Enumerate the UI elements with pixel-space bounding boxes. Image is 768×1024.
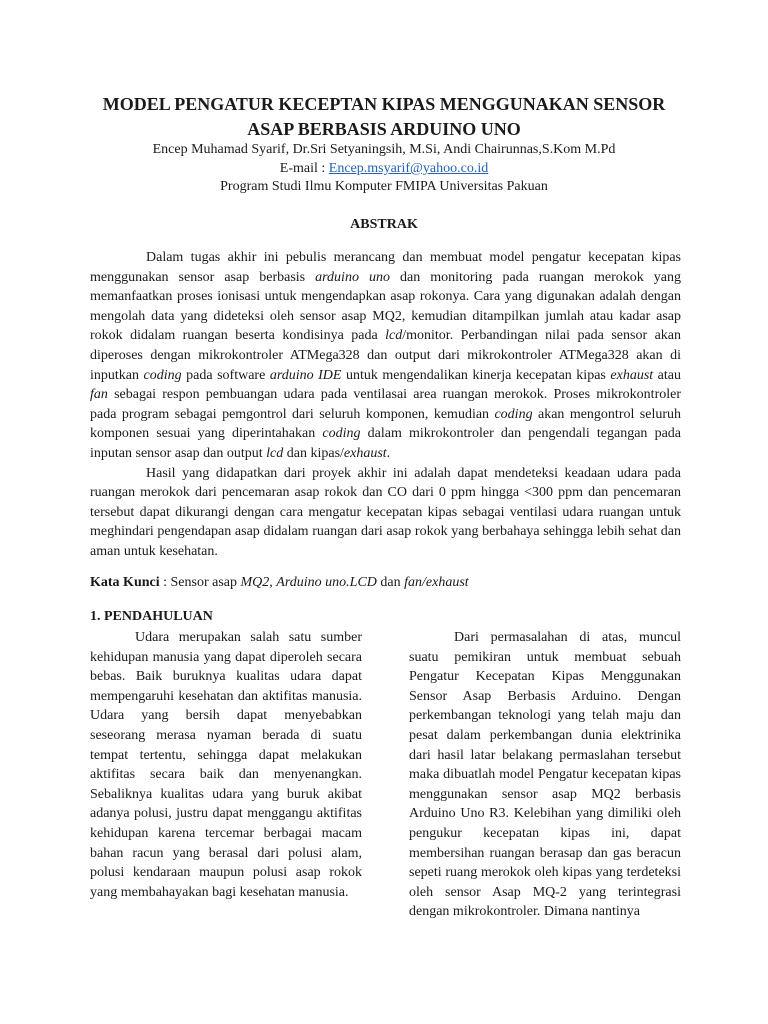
author-list: Encep Muhamad Syarif, Dr.Sri Setyaningsih, M.Si, Andi Chairunnas,S.Kom M.Pd: [152, 142, 616, 157]
affiliation: Program Studi Ilmu Komputer FMIPA Universitas Pakuan: [220, 179, 548, 194]
email-line: [60, 159, 708, 178]
title-line-2: ASAP BERBASIS ARDUINO UNO: [247, 119, 521, 139]
left-column-paragraph: Udara merupakan salah satu sumber kehidupan manusia yang dapat diperoleh secara bebas. Baik buruknya kualitas udara dapat mempengaruhi kesehatan dan aktifitas manusia. Udara yang bersih dapat menyebabkan seseorang merasa nyaman berada di suatu tempat tertentu, sehingga dapat melakukan aktifitas secara baik dan menyenangkan. Sebaliknya kualitas udara yang buruk akibat adanya polusi, justru dapat menggangu aktifitas kehidupan karena tercemar berbagai macam bahan racun yang berasal dari polusi alam, polusi kendaraan maupun polusi asap rokok yang membahayakan bagi kesehatan manusia.: [90, 630, 362, 900]
keyword-fan: fan/exhaust: [404, 575, 469, 590]
email-link[interactable]: Encep.msyarif@yahoo.co.id: [328, 161, 489, 176]
abstract-body: [90, 248, 681, 562]
column-left: [90, 628, 362, 902]
paper-title: [60, 92, 708, 142]
keyword-arduino: Arduino uno.LCD: [276, 575, 377, 590]
keyword-mq2: MQ2: [240, 575, 270, 590]
right-column-paragraph: Dari permasalahan di atas, muncul suatu pemikiran untuk membuat sebuah Pengatur Kecepatan Kipas Menggunakan Sensor Asap Berbasis Arduino. Dengan perkembangan teknologi yang telah maju dan pesat dalam perkembangan dunia elektrinika dari hasil latar belakang permaslahan tersebut maka dibuatlah model Pengatur kecepatan kipas menggunakan sensor asap MQ2 berbasis Arduino Uno R3. Kelebihan yang dimiliki oleh pengukur kecepatan kipas ini, dapat membersihan ruangan berasap dan gas beracun sepeti ruang merokok oleh kipas yang terdeteksi oleh sensor Asap MQ-2 yang terintegrasi dengan mikrokontroler. Dimana nantinya: [409, 630, 681, 920]
email-label: E-mail :: [279, 161, 329, 176]
keywords-label: Kata Kunci: [90, 575, 160, 590]
abstract-heading: ABSTRAK: [350, 217, 418, 232]
abstract-paragraph-1: Dalam tugas akhir ini pebulis merancang dan membuat model pengatur kecepatan kipas menggunakan sensor asap berbasis arduino uno dan monitoring pada ruangan merokok yang memanfaatkan proses ionisasi untuk mengendapkan asap rokonya. Cara yang digunakan adalah dengan mengolah data yang dideteksi oleh sensor asap MQ2, kemudian ditampilkan jumlah atau kadar asap rokok didalam ruangan beserta kondisinya pada lcd/monitor. Perbandingan nilai pada sensor akan diperoses dengan mikrokontroler ATMega328 dan output dari mikrokontroler ATMega328 akan di inputkan coding pada software arduino IDE untuk mengendalikan kinerja kecepatan kipas exhaust atau fan sebagai respon pembuangan udara pada ventilasai area ruangan merokok. Proses mikrokontroler pada program sebagai pemgontrol dari seluruh komponen, kemudian coding akan mengontrol seluruh komponen sesuai yang diperintahakan coding dalam mikrokontroler dan pengendali tegangan pada inputan sensor asap dan output lcd dan kipas/exhaust.: [90, 250, 682, 461]
section-heading-pendahuluan: 1. PENDAHULUAN: [90, 609, 213, 624]
abstract-paragraph-2: Hasil yang didapatkan dari proyek akhir ini adalah dapat mendeteksi keadaan udara pada ruangan merokok dari pencemaran asap rokok dan CO dari 0 ppm hingga <300 ppm dan pencemaran tersebut dapat dikurangi dengan cara mengatur kecepatan kipas sebagai ventilasi udara ruangan untuk meghindari pengendapan asap didalam ruangan dari asap rokok yang berbahaya sehingga lebih sehat dan aman untuk kesehatan.: [90, 465, 681, 559]
column-right: [409, 628, 681, 922]
title-line-1: MODEL PENGATUR KECEPTAN KIPAS MENGGUNAKAN SENSOR: [102, 94, 666, 114]
keywords-line: Kata Kunci : Sensor asap MQ2, Arduino uno.LCD dan fan/exhaust: [90, 575, 469, 590]
